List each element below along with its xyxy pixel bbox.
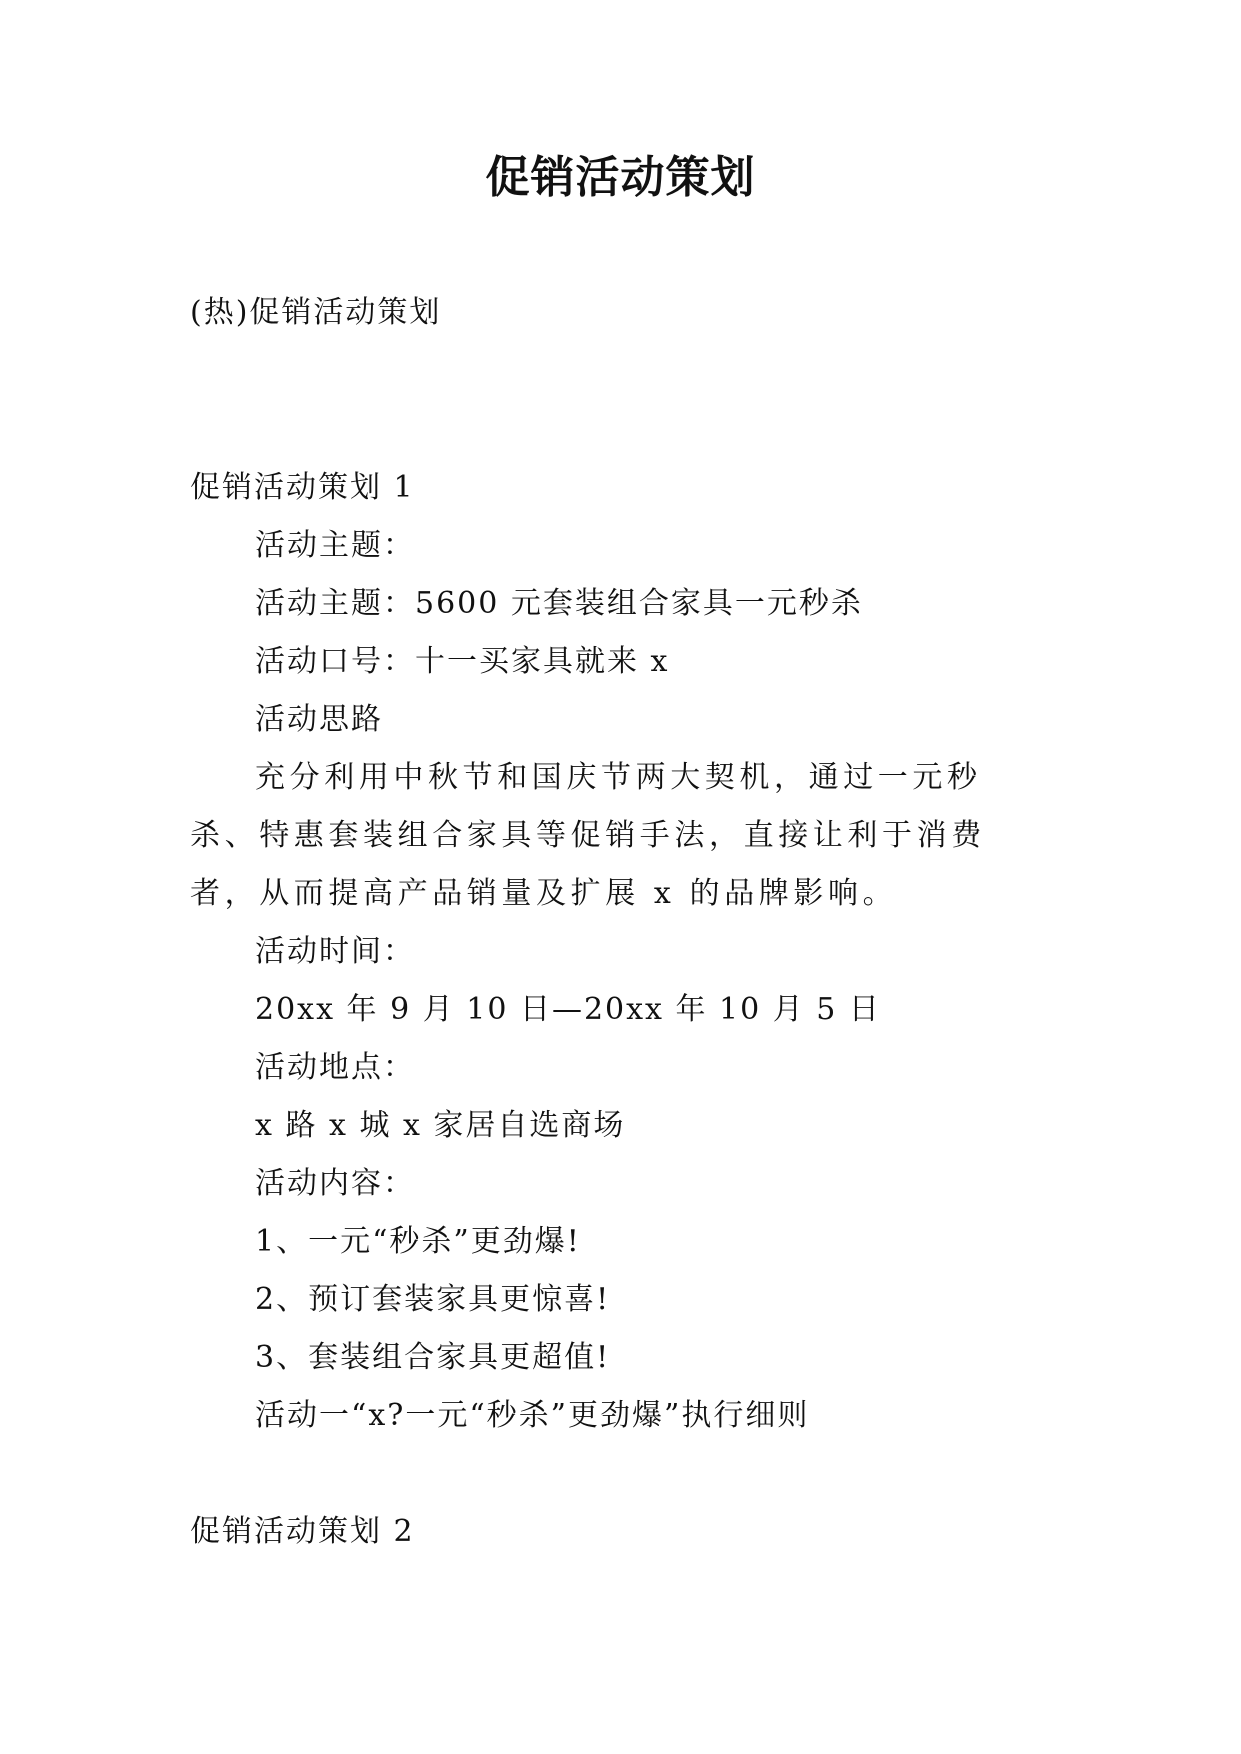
text-line: 20xx 年 9 月 10 日—20xx 年 10 月 5 日 [255,992,881,1027]
document-subtitle: (热)促销活动策划 [190,295,442,330]
text-line: 活动地点： [255,1050,415,1085]
text-line: 2、预订套装家具更惊喜! [255,1282,611,1317]
text-line: 活动主题：5600 元套装组合家具一元秒杀 [255,586,863,621]
text-line: 1、一元“秒杀”更劲爆! [255,1224,581,1259]
text-line: x 路 x 城 x 家居自选商场 [255,1108,626,1143]
text-line: 活动时间： [255,934,415,969]
text-line: 活动主题： [255,528,415,563]
text-line: 3、套装组合家具更超值! [255,1340,611,1375]
section-heading-2: 促销活动策划 2 [190,1514,415,1549]
section-heading-1: 促销活动策划 1 [190,470,415,505]
body-paragraph: 充分利用中秋节和国庆节两大契机，通过一元秒杀、特惠套装组合家具等促销手法，直接让利于消费者，从而提高产品销量及扩展 x 的品牌影响。 [190,760,986,911]
text-line: 活动口号：十一买家具就来 x [255,644,670,679]
text-line: 活动思路 [255,702,383,737]
text-line: 活动内容： [255,1166,415,1201]
text-line: 活动一“x?一元“秒杀”更劲爆”执行细则 [255,1398,810,1433]
document-title: 促销活动策划 [485,152,756,203]
